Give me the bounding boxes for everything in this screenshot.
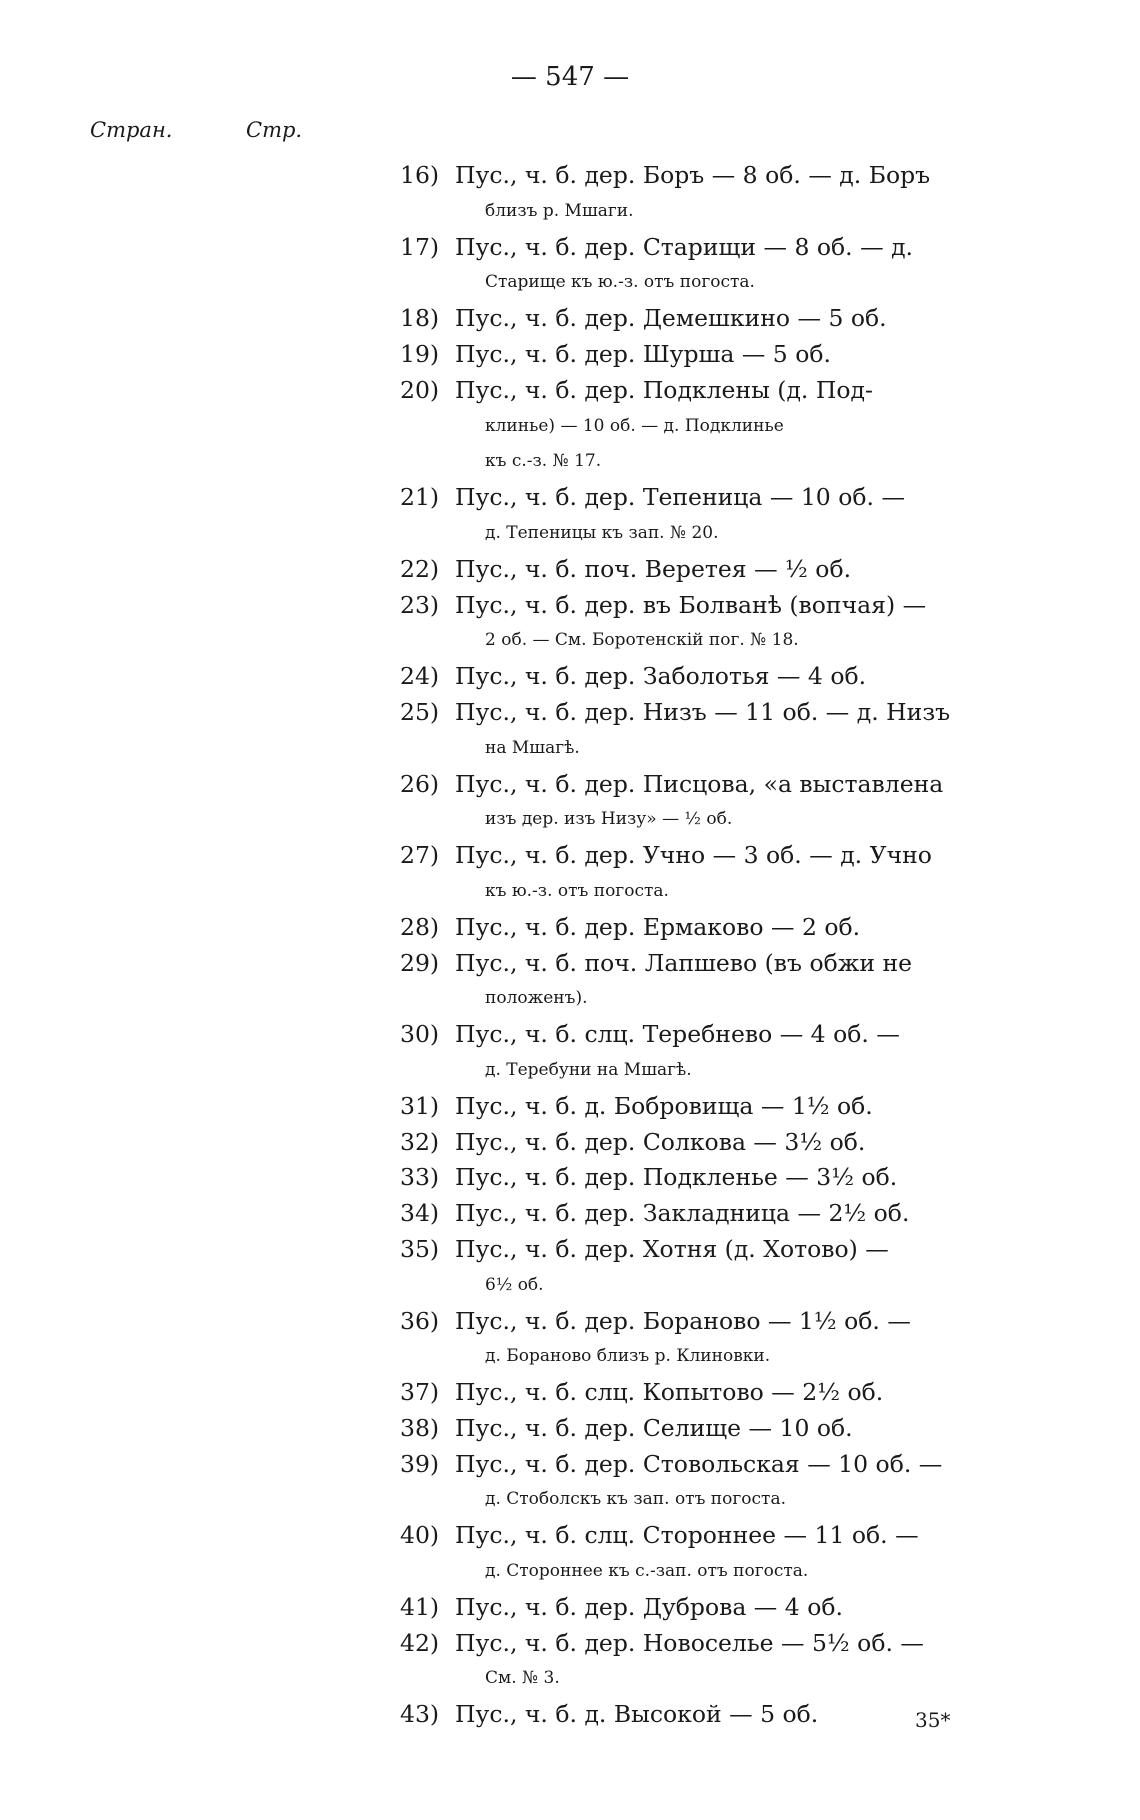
list-item xyxy=(400,1626,1045,1698)
list-item xyxy=(400,1411,1045,1447)
list-item xyxy=(400,301,1045,337)
entry-number: 22) xyxy=(400,554,440,583)
entry-number: 18) xyxy=(400,304,440,333)
entry-text-line: Пус., ч. б. слц. Стороннее — 11 об. — xyxy=(455,1521,919,1550)
entry-number: 27) xyxy=(400,841,440,870)
entry-text-line: См. № 3. xyxy=(485,1668,560,1689)
entry-text-line: Пус., ч. б. слц. Теребнево — 4 об. — xyxy=(455,1020,900,1049)
entry-list xyxy=(400,158,1045,1733)
list-item xyxy=(400,480,1045,552)
entry-text-line: Пус., ч. б. дер. Старищи — 8 об. — д. xyxy=(455,232,914,261)
list-item xyxy=(400,158,1045,230)
entry-text-line: д. Теребуни на Мшагѣ. xyxy=(485,1059,692,1080)
entry-number: 37) xyxy=(400,1378,440,1407)
entry-number: 16) xyxy=(400,161,440,189)
entry-number: 25) xyxy=(400,697,440,726)
list-item xyxy=(400,1447,1045,1519)
entry-text-line: Пус., ч. б. дер. Хотня (д. Хотово) — xyxy=(455,1234,889,1263)
list-item xyxy=(400,1017,1045,1089)
entry-text-line: Пус., ч. б. дер. Подкленье — 3½ об. xyxy=(455,1163,898,1192)
entry-number: 43) xyxy=(400,1700,440,1729)
printer-signature-mark: 35* xyxy=(915,1708,951,1732)
list-item xyxy=(400,588,1045,660)
entry-number: 32) xyxy=(400,1127,440,1156)
entry-text-line: Пус., ч. б. поч. Веретея — ½ об. xyxy=(455,554,852,583)
entry-text-line: на Мшагѣ. xyxy=(485,737,580,758)
entry-text-line: Пус., ч. б. дер. Учно — 3 об. — д. Учно xyxy=(455,841,932,870)
column-header-str: Стр. xyxy=(246,118,303,142)
entry-number: 24) xyxy=(400,662,440,691)
entry-text-line: 2 об. — См. Боротенскій пог. № 18. xyxy=(485,630,799,651)
entry-text-line: Пус., ч. б. дер. въ Болванѣ (вопчая) — xyxy=(455,590,927,619)
entry-text-line: Пус., ч. б. дер. Закладница — 2½ об. xyxy=(455,1199,910,1228)
entry-text-line: близъ р. Мшаги. xyxy=(485,200,634,221)
entry-number: 28) xyxy=(400,912,440,941)
entry-text-line: Пус., ч. б. дер. Новоселье — 5½ об. — xyxy=(455,1628,924,1657)
entry-text-line: Пус., ч. б. поч. Лапшево (въ обжи не xyxy=(455,948,913,977)
list-item xyxy=(400,337,1045,373)
entry-text-line: положенъ). xyxy=(485,988,588,1009)
entry-text-line: 6½ об. xyxy=(485,1274,544,1295)
entry-number: 34) xyxy=(400,1199,440,1228)
entry-number: 31) xyxy=(400,1091,440,1120)
list-item xyxy=(400,659,1045,695)
list-item xyxy=(400,373,1045,480)
list-item xyxy=(400,552,1045,588)
entry-text-line: д. Стоболскъ къ зап. отъ погоста. xyxy=(485,1489,786,1510)
list-item xyxy=(400,1196,1045,1232)
entry-text-line: клинье) — 10 об. — д. Подклинье xyxy=(485,415,784,436)
entry-text-line: Пус., ч. б. дер. Писцова, «а выставлена xyxy=(455,769,944,798)
entry-text-line: Пус., ч. б. дер. Демешкино — 5 об. xyxy=(455,304,887,333)
list-item xyxy=(400,1518,1045,1590)
entry-number: 21) xyxy=(400,483,440,512)
list-item xyxy=(400,230,1045,302)
entry-text-line: д. Тепеницы къ зап. № 20. xyxy=(485,522,719,543)
entry-text-line: Пус., ч. б. дер. Стовольская — 10 об. — xyxy=(455,1449,943,1478)
entry-number: 23) xyxy=(400,590,440,619)
entry-number: 35) xyxy=(400,1234,440,1263)
list-item xyxy=(400,1089,1045,1125)
entry-text-line: Пус., ч. б. дер. Шурша — 5 об. xyxy=(455,339,831,368)
entry-text-line: Старище къ ю.-з. отъ погоста. xyxy=(485,272,755,293)
page-number: — 547 — xyxy=(510,62,630,92)
entry-text-line: къ с.-з. № 17. xyxy=(485,451,602,472)
list-item xyxy=(400,1125,1045,1161)
list-item xyxy=(400,838,1045,910)
entry-text-line: Пус., ч. б. дер. Дуброва — 4 об. xyxy=(455,1592,843,1621)
entry-text-line: д. Стороннее къ с.-зап. отъ погоста. xyxy=(485,1561,809,1582)
list-item xyxy=(400,1590,1045,1626)
list-item xyxy=(400,946,1045,1018)
entry-text-line: Пус., ч. б. дер. Селище — 10 об. xyxy=(455,1413,853,1442)
entry-text-line: Пус., ч. б. дер. Боръ — 8 об. — д. Боръ xyxy=(455,161,931,189)
entry-number: 40) xyxy=(400,1521,440,1550)
entry-text-line: Пус., ч. б. д. Бобровища — 1½ об. xyxy=(455,1091,873,1120)
list-item xyxy=(400,1375,1045,1411)
column-header-stran: Стран. xyxy=(90,118,173,142)
list-item xyxy=(400,1232,1045,1304)
entry-text-line: Пус., ч. б. дер. Ермаково — 2 об. xyxy=(455,912,861,941)
entry-text-line: изъ дер. изъ Низу» — ½ об. xyxy=(485,809,733,830)
entry-number: 30) xyxy=(400,1020,440,1049)
list-item xyxy=(400,695,1045,767)
entry-text-line: д. Бораново близъ р. Клиновки. xyxy=(485,1346,771,1367)
entry-number: 29) xyxy=(400,948,440,977)
entry-text-line: Пус., ч. б. дер. Бораново — 1½ об. — xyxy=(455,1306,911,1335)
entry-text-line: Пус., ч. б. дер. Заболотья — 4 об. xyxy=(455,662,867,691)
list-item xyxy=(400,767,1045,839)
entry-number: 26) xyxy=(400,769,440,798)
entry-text-line: Пус., ч. б. дер. Подклены (д. Под- xyxy=(455,375,873,404)
entry-text-line: къ ю.-з. отъ погоста. xyxy=(485,880,669,901)
entry-number: 36) xyxy=(400,1306,440,1335)
entry-text-line: Пус., ч. б. дер. Солкова — 3½ об. xyxy=(455,1127,866,1156)
entry-number: 42) xyxy=(400,1628,440,1657)
list-item xyxy=(400,1304,1045,1376)
entry-text-line: Пус., ч. б. дер. Тепеница — 10 об. — xyxy=(455,483,905,512)
entry-number: 20) xyxy=(400,375,440,404)
entry-number: 17) xyxy=(400,232,440,261)
entry-text-line: Пус., ч. б. д. Высокой — 5 об. xyxy=(455,1700,819,1729)
entry-number: 33) xyxy=(400,1163,440,1192)
list-item xyxy=(400,910,1045,946)
entry-number: 39) xyxy=(400,1449,440,1478)
entry-number: 41) xyxy=(400,1592,440,1621)
list-item xyxy=(400,1160,1045,1196)
entry-text-line: Пус., ч. б. дер. Низъ — 11 об. — д. Низъ xyxy=(455,697,951,726)
entry-text-line: Пус., ч. б. слц. Копытово — 2½ об. xyxy=(455,1378,884,1407)
entry-number: 19) xyxy=(400,339,440,368)
entry-number: 38) xyxy=(400,1413,440,1442)
